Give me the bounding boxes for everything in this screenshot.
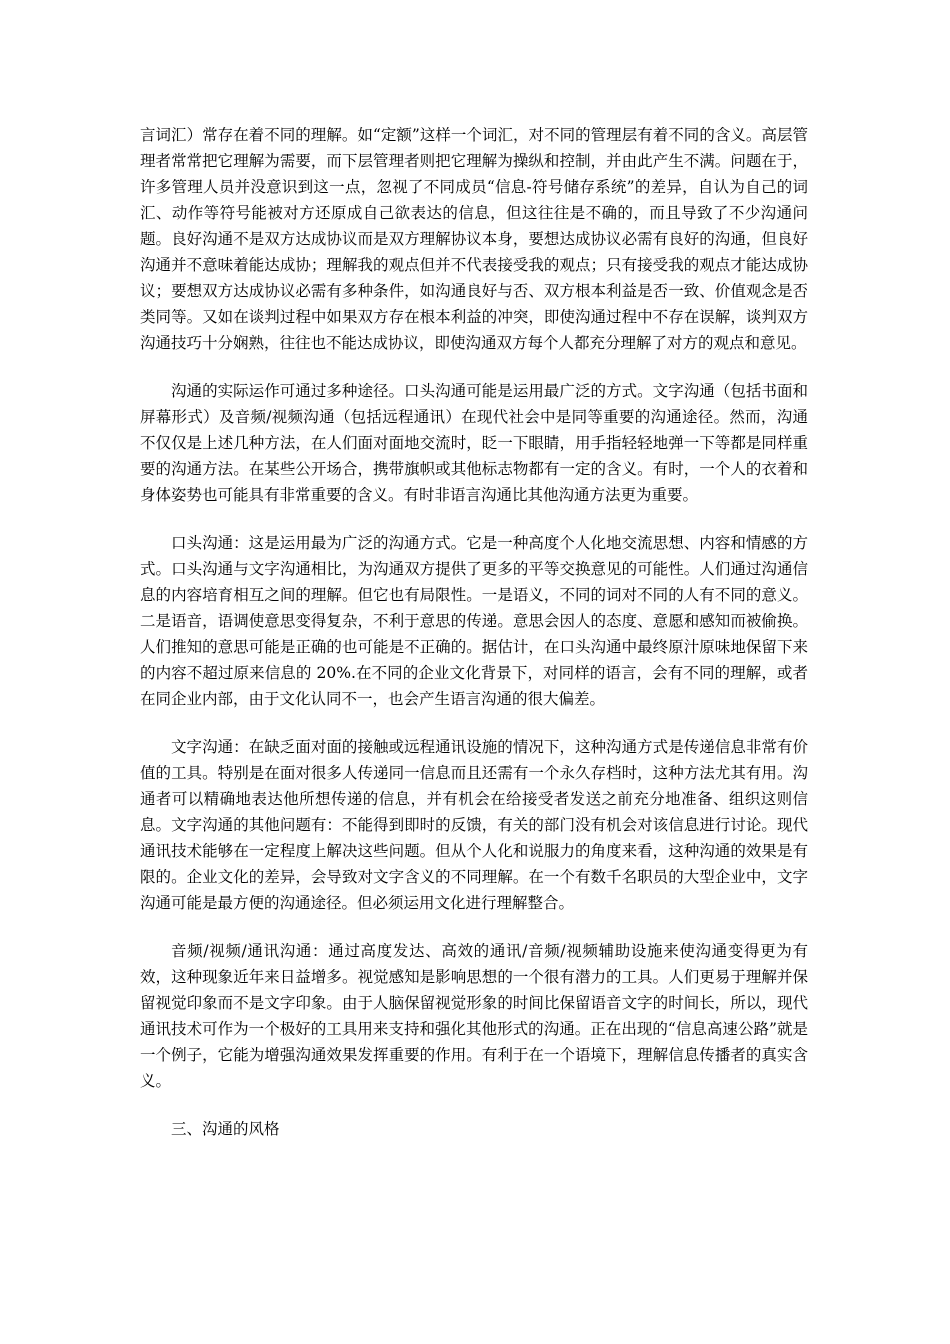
document-page [140,122,808,1142]
paragraph-continuation: 言词汇）常存在着不同的理解。如“定额”这样一个词汇，对不同的管理层有着不同的含义。高层管理者常常把它理解为需要，而下层管理者则把它理解为操纵和控制，并由此产生不满。问题在于，许多管理人员并没意识到这一点，忽视了不同成员“信息-符号储存系统”的差异，自认为自己的词汇、动作等符号能被对方还原成自己欲表达的信息，但这往往是不确的，而且导致了不少沟通问题。良好沟通不是双方达成协议而是双方理解协议本身，要想达成协议必需有良好的沟通，但良好沟通并不意味着能达成协；理解我的观点但并不代表接受我的观点；只有接受我的观点才能达成协议；要想双方达成协议必需有多种条件，如沟通良好与否、双方根本利益是否一致、价值观念是否类同等。又如在谈判过程中如果双方存在根本利益的冲突，即使沟通过程中不存在误解，谈判双方沟通技巧十分娴熟，往往也不能达成协议，即使沟通双方每个人都充分理解了对方的观点和意见。 [140,126,808,352]
paragraph-written-communication: 文字沟通：在缺乏面对面的接触或远程通讯设施的情况下，这种沟通方式是传递信息非常有价值的工具。特别是在面对很多人传递同一信息而且还需有一个永久存档时，这种方法尤其有用。沟通者可以精确地表达他所想传递的信息，并有机会在给接受者发送之前充分地准备、组织这则信息。文字沟通的其他问题有：不能得到即时的反馈，有关的部门没有机会对该信息进行讨论。现代通讯技术能够在一定程度上解决这些问题。但从个人化和说服力的角度来看，这种沟通的效果是有限的。企业文化的差异，会导致对文字含义的不同理解。在一个有数千名职员的大型企业中，文字沟通可能是最方便的沟通途径。但必须运用文化进行理解整合。 [140,738,808,912]
section-heading: 三、沟通的风格 [171,1120,280,1138]
paragraph-oral-communication: 口头沟通：这是运用最为广泛的沟通方式。它是一种高度个人化地交流思想、内容和情感的方式。口头沟通与文字沟通相比，为沟通双方提供了更多的平等交换意见的可能性。人们通过沟通信息的内容培育相互之间的理解。但它也有局限性。一是语义，不同的词对不同的人有不同的意义。二是语音，语调使意思变得复杂，不利于意思的传递。意思会因人的态度、意愿和感知而被偷换。人们推知的意思可能是正确的也可能是不正确的。据估计，在口头沟通中最终原汁原味地保留下来的内容不超过原来信息的 20%.在不同的企业文化背景下，对同样的语言，会有不同的理解，或者在同企业内部，由于文化认同不一，也会产生语言沟通的很大偏差。 [140,534,808,708]
paragraph-audio-video-communication: 音频/视频/通讯沟通：通过高度发达、高效的通讯/音频/视频辅助设施来使沟通变得更为有效，这种现象近年来日益增多。视觉感知是影响思想的一个很有潜力的工具。人们更易于理解并保留视觉印象而不是文字印象。由于人脑保留视觉形象的时间比保留语音文字的时间长，所以，现代通讯技术可作为一个极好的工具用来支持和强化其他形式的沟通。正在出现的“信息高速公路”就是一个例子，它能为增强沟通效果发挥重要的作用。有利于在一个语境下，理解信息传播者的真实含义。 [140,942,808,1090]
paragraph-communication-channels: 沟通的实际运作可通过多种途径。口头沟通可能是运用最广泛的方式。文字沟通（包括书面和屏幕形式）及音频/视频沟通（包括远程通讯）在现代社会中是同等重要的沟通途径。然而，沟通不仅仅是上述几种方法，在人们面对面地交流时，眨一下眼睛，用手指轻轻地弹一下等都是同样重要的沟通方法。在某些公开场合，携带旗帜或其他标志物都有一定的含义。有时，一个人的衣着和身体姿势也可能具有非常重要的含义。有时非语言沟通比其他沟通方法更为重要。 [140,382,808,504]
